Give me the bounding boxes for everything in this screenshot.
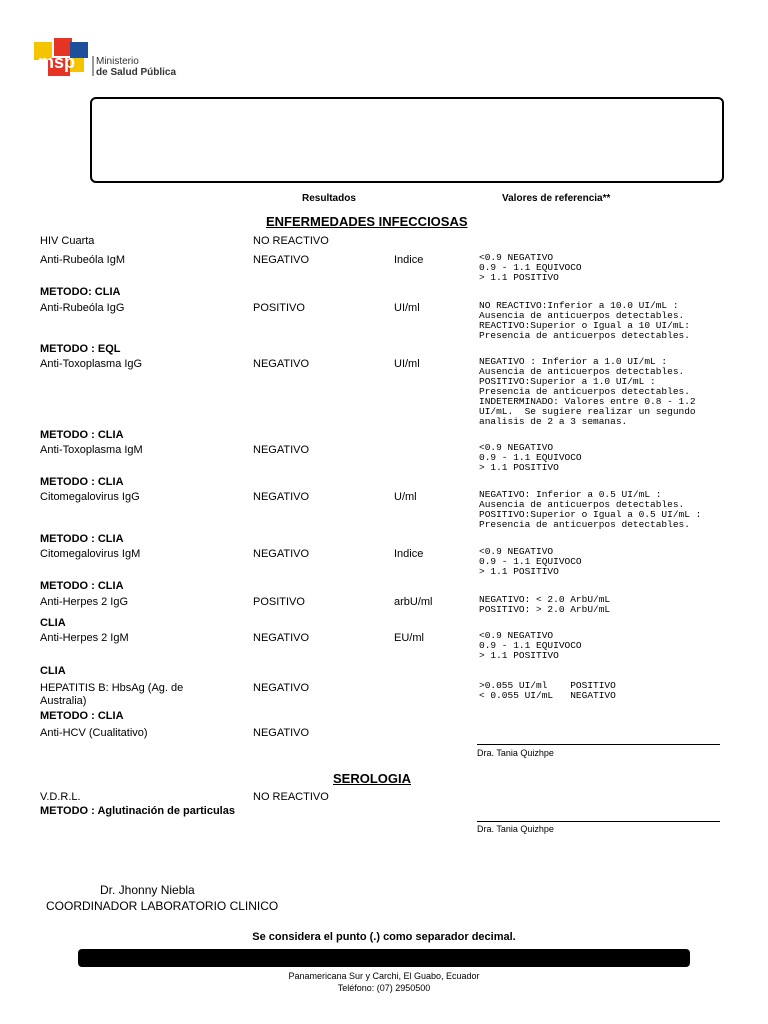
patient-info-box [90, 97, 724, 183]
test-result: POSITIVO [253, 302, 305, 314]
test-reference: <0.9 NEGATIVO 0.9 - 1.1 EQUIVOCO > 1.1 POSITIVO [479, 252, 582, 283]
test-unit: Indice [394, 548, 424, 560]
test-method: METODO : Aglutinación de particulas [40, 805, 235, 817]
test-result: NO REACTIVO [253, 791, 329, 803]
test-method: CLIA [40, 617, 66, 629]
coordinator-name: Dr. Jhonny Niebla [100, 883, 195, 897]
test-name: HEPATITIS B: HbsAg (Ag. de Australia) [40, 682, 184, 707]
test-result: NEGATIVO [253, 491, 310, 503]
signature-line [477, 744, 720, 745]
test-method: METODO : CLIA [40, 710, 124, 722]
test-name: Anti-Toxoplasma IgG [40, 358, 143, 370]
test-method: METODO : CLIA [40, 429, 124, 441]
test-name: Anti-HCV (Cualitativo) [40, 727, 148, 739]
test-result: NEGATIVO [253, 548, 310, 560]
test-reference: NEGATIVO : Inferior a 1.0 UI/mL : Ausencia de anticuerpos detectables. POSITIVO:Superior a 1.0 UI/mL : Presencia de anticuerpos detectables. INDETERMINADO: Valores entre 0.8 - 1.2 UI/mL. Se sugiere realizar un segundo analisis de 2 a 3 semanas. [479, 356, 696, 427]
decimal-note: Se considera el punto (.) como separador decimal. [252, 931, 516, 943]
test-name: Anti-Herpes 2 IgG [40, 596, 129, 608]
msp-logo [34, 38, 90, 82]
test-name: Anti-Toxoplasma IgM [40, 444, 143, 456]
coordinator-title: COORDINADOR LABORATORIO CLINICO [46, 899, 279, 913]
ministry-line-1: Ministerio [96, 56, 139, 67]
test-unit: Indice [394, 254, 424, 266]
ministry-line-2: de Salud Pública [96, 67, 177, 78]
test-reference: <0.9 NEGATIVO 0.9 - 1.1 EQUIVOCO > 1.1 POSITIVO [479, 442, 582, 473]
test-reference: NEGATIVO: < 2.0 ArbU/mL POSITIVO: > 2.0 ArbU/mL [479, 594, 611, 615]
test-result: NEGATIVO [253, 632, 310, 644]
test-name: Citomegalovirus IgG [40, 491, 140, 503]
test-result: NO REACTIVO [253, 235, 329, 247]
test-unit: arbU/ml [394, 596, 433, 608]
column-reference: Valores de referencia** [502, 193, 611, 204]
footer-bar [78, 949, 690, 967]
svg-text:msp: msp [38, 52, 76, 72]
test-result: NEGATIVO [253, 358, 310, 370]
test-reference: >0.055 UI/ml POSITIVO < 0.055 UI/mL NEGATIVO [479, 680, 616, 701]
test-method: METODO : CLIA [40, 476, 124, 488]
signature-name: Dra. Tania Quizhpe [477, 748, 554, 758]
footer-phone: Teléfono: (07) 2950500 [337, 983, 431, 993]
logo-divider [92, 56, 94, 76]
test-name: Anti-Rubeóla IgM [40, 254, 125, 266]
test-unit: UI/ml [394, 358, 420, 370]
test-reference: NEGATIVO: Inferior a 0.5 UI/mL : Ausencia de anticuerpos detectables. POSITIVO:Superior o Igual a 0.5 UI/mL : Presencia de anticuerpos detectables. [479, 489, 702, 530]
msp-logo-mark [34, 38, 90, 82]
test-result: NEGATIVO [253, 682, 310, 694]
section-infecciosas: ENFERMEDADES INFECCIOSAS [266, 214, 468, 229]
test-name: Anti-Rubeóla IgG [40, 302, 125, 314]
test-method: METODO : CLIA [40, 580, 124, 592]
test-name: Citomegalovirus IgM [40, 548, 141, 560]
test-reference: <0.9 NEGATIVO 0.9 - 1.1 EQUIVOCO > 1.1 POSITIVO [479, 630, 582, 661]
test-method: METODO : EQL [40, 343, 121, 355]
signature-line [477, 821, 720, 822]
column-results: Resultados [302, 193, 356, 204]
test-name: HIV Cuarta [40, 235, 95, 247]
test-method: CLIA [40, 665, 66, 677]
section-serologia: SEROLOGIA [333, 771, 412, 786]
test-result: NEGATIVO [253, 444, 310, 456]
test-unit: U/ml [394, 491, 417, 503]
test-name: V.D.R.L. [40, 791, 81, 803]
test-result: NEGATIVO [253, 727, 310, 739]
test-method: METODO : CLIA [40, 533, 124, 545]
signature-name: Dra. Tania Quizhpe [477, 824, 554, 834]
test-method: METODO: CLIA [40, 286, 121, 298]
test-reference: <0.9 NEGATIVO 0.9 - 1.1 EQUIVOCO > 1.1 POSITIVO [479, 546, 582, 577]
test-result: POSITIVO [253, 596, 305, 608]
test-name: Anti-Herpes 2 IgM [40, 632, 129, 644]
test-unit: EU/ml [394, 632, 424, 644]
ministry-name [96, 56, 176, 78]
test-unit: UI/ml [394, 302, 420, 314]
footer-address: Panamericana Sur y Carchi, El Guabo, Ecuador [288, 971, 480, 981]
test-result: NEGATIVO [253, 254, 310, 266]
test-reference: NO REACTIVO:Inferior a 10.0 UI/mL : Ausencia de anticuerpos detectables. REACTIVO:Superior o Igual a 10 UI/mL: Presencia de anticuerpos detectables. [479, 300, 690, 341]
